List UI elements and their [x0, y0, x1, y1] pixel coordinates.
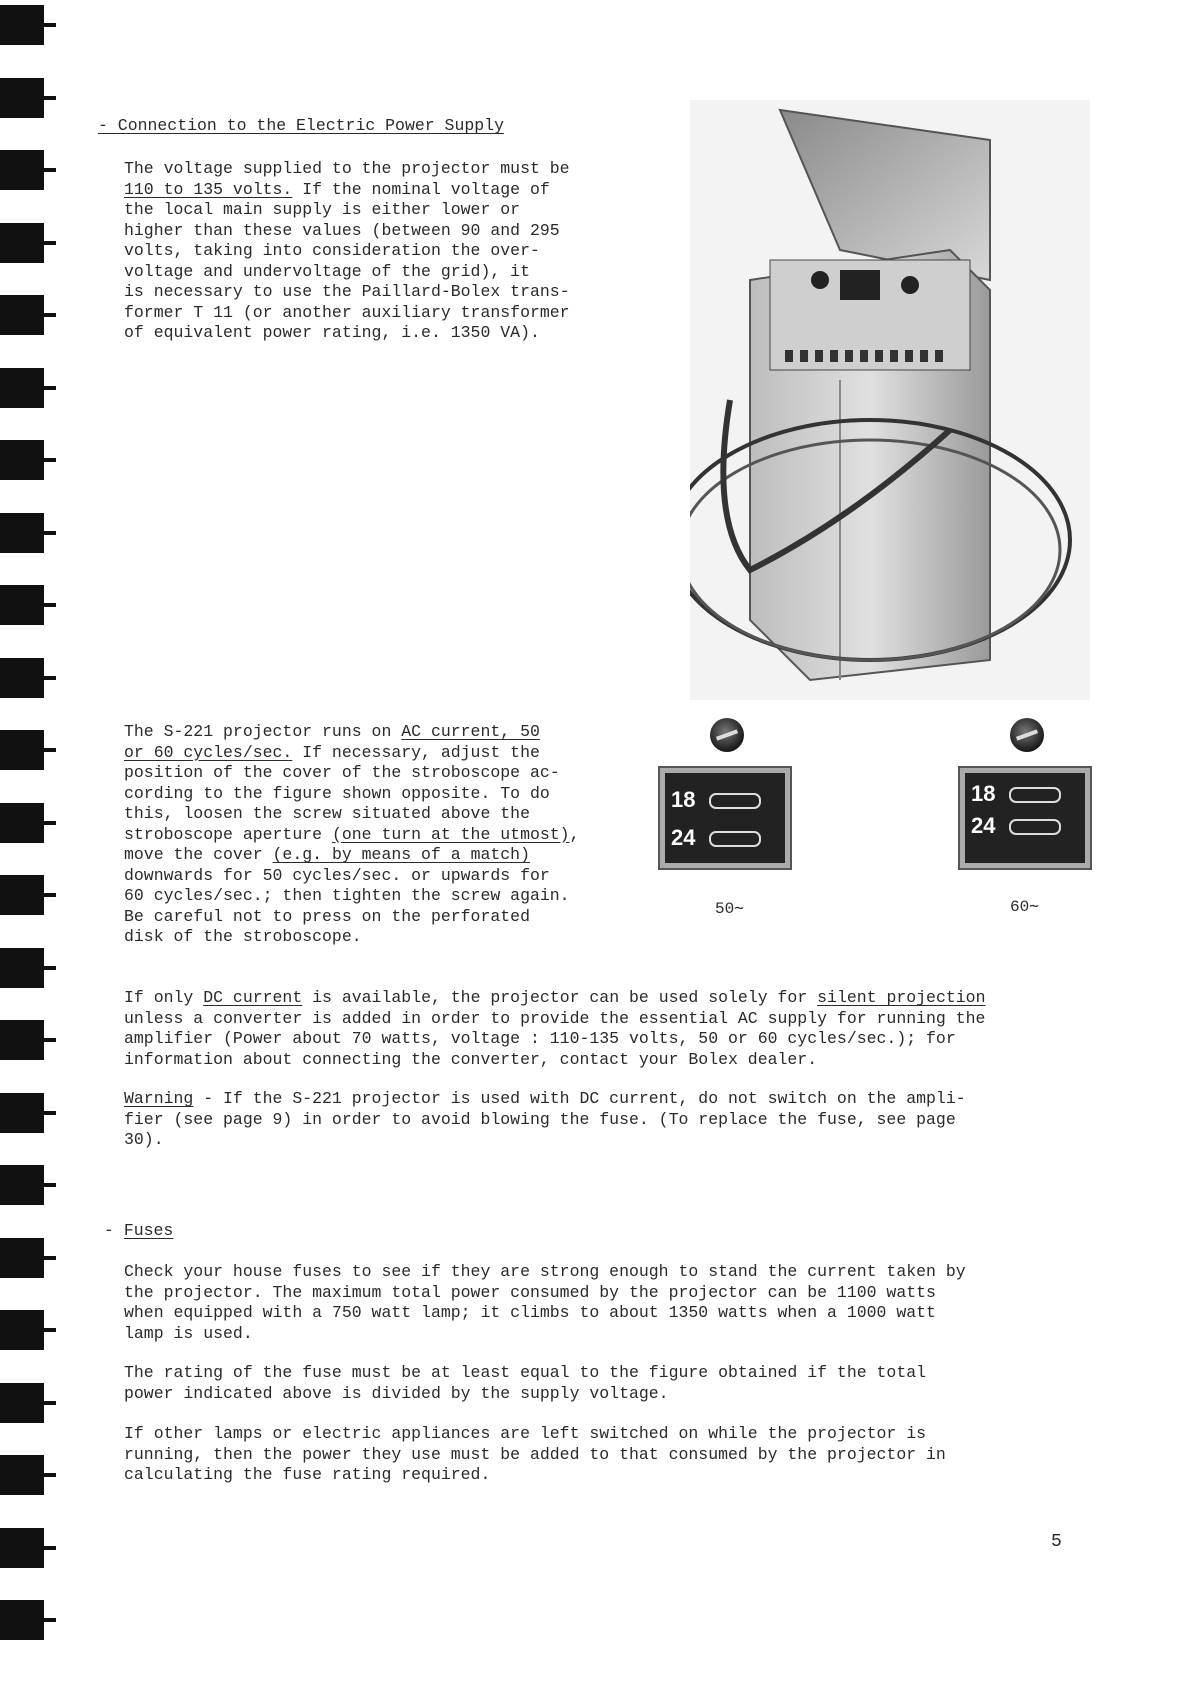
text-fragment: If necessary, adjust the [292, 742, 540, 762]
page-number: 5 [1051, 1532, 1062, 1552]
text-line: running, then the power they use must be added to that consumed by the projector in [124, 1444, 946, 1464]
text-line: information about connecting the converter, contact your Bolex dealer. [124, 1049, 818, 1069]
text-line: fier (see page 9) in order to avoid blowing the fuse. (To replace the fuse, see page [124, 1109, 956, 1129]
text-line: downwards for 50 cycles/sec. or upwards for [124, 865, 550, 885]
screw-icon [710, 718, 744, 752]
binding-tab [0, 730, 44, 770]
binding-tab [0, 1528, 44, 1568]
text-line: is necessary to use the Paillard-Bolex trans- [124, 282, 570, 301]
binding-tab [0, 1310, 44, 1350]
dc-current-emphasis: DC current [203, 988, 303, 1007]
text-line: If other lamps or electric appliances are left switched on while the projector is [124, 1424, 927, 1443]
section-heading-power-supply: - Connection to the Electric Power Supply [98, 116, 504, 135]
text-line [124, 180, 550, 201]
dial-number-24: 24 [971, 813, 996, 838]
text-line: Be careful not to press on the perforated [124, 906, 530, 926]
binding-tab [0, 1455, 44, 1495]
text-line [124, 743, 540, 764]
stroboscope-cover [960, 768, 1090, 868]
one-turn-emphasis: (one turn at the utmost) [331, 824, 570, 844]
voltage-range-emphasis: 110 to 135 volts. [124, 179, 293, 199]
text-line: The voltage supplied to the projector must be [124, 159, 570, 178]
aperture-slot [709, 793, 761, 809]
cycles-emphasis: or 60 cycles/sec. [124, 742, 293, 762]
stroboscope-dial-60hz [960, 718, 1100, 868]
binding-tab [0, 1165, 44, 1205]
text-line: calculating the fuse rating required. [124, 1465, 491, 1484]
text-line: The rating of the fuse must be at least equal to the figure obtained if the total [124, 1363, 927, 1382]
binding-tab [0, 585, 44, 625]
binding-tab [0, 1383, 44, 1423]
text-fragment: move the cover [124, 845, 273, 864]
text-line: this, loosen the screw situated above the [124, 804, 530, 823]
binding-tab [0, 1093, 44, 1133]
text-line: former T 11 (or another auxiliary transformer [124, 302, 570, 322]
text-line: higher than these values (between 90 and 295 [124, 220, 560, 240]
text-line: of equivalent power rating, i.e. 1350 VA). [124, 323, 540, 342]
binding-tab [0, 1238, 44, 1278]
text-fragment: is available, the projector can be used solely for [302, 988, 818, 1007]
stroboscope-cover [660, 768, 790, 868]
text-line: Check your house fuses to see if they are strong enough to stand the current taken by [124, 1262, 966, 1281]
binding-tab [0, 440, 44, 480]
text-line [124, 845, 530, 866]
binding-tab [0, 295, 44, 335]
text-line: lamp is used. [124, 1323, 253, 1343]
binding-tab [0, 948, 44, 988]
ac-current-emphasis: AC current, 50 [401, 722, 540, 741]
text-fragment: - [104, 1221, 124, 1240]
binding-tab [0, 5, 44, 45]
dial-number-24: 24 [671, 825, 696, 850]
binding-tab [0, 658, 44, 698]
text-fragment: , [569, 824, 580, 844]
text-line: position of the cover of the stroboscope ac- [124, 763, 560, 782]
binding-tab [0, 875, 44, 915]
text-line: voltage and undervoltage of the grid), it [124, 261, 530, 281]
binding-tab [0, 1600, 44, 1640]
text-line: 30). [124, 1130, 164, 1149]
aperture-slot [1009, 787, 1061, 803]
text-line: the projector. The maximum total power consumed by the projector can be 1100 watts [124, 1282, 936, 1302]
silent-projection-emphasis: silent projection [817, 988, 986, 1007]
binding-tab [0, 223, 44, 263]
text-fragment: - If the S-221 projector is used with DC current, do not switch on the ampli- [193, 1089, 966, 1108]
binding-tab [0, 513, 44, 553]
spiral-binding [0, 0, 60, 1683]
section-heading-fuses [104, 1221, 173, 1242]
text-line: when equipped with a 750 watt lamp; it climbs to about 1350 watts when a 1000 watt [124, 1303, 936, 1322]
text-line: power indicated above is divided by the supply voltage. [124, 1383, 669, 1403]
stroboscope-dial-50hz [660, 718, 800, 868]
dial-number-18: 18 [971, 781, 996, 806]
dial-number-18: 18 [671, 787, 696, 812]
fuses-heading-label: Fuses [123, 1221, 174, 1240]
binding-tab [0, 150, 44, 190]
binding-tab [0, 78, 44, 118]
binding-tab [0, 1020, 44, 1060]
text-line: cording to the figure shown opposite. To do [124, 783, 550, 803]
transformer-photo [690, 100, 1090, 700]
caption-50-cycles: 50∼ [715, 900, 744, 918]
binding-tab [0, 368, 44, 408]
screw-icon [1010, 718, 1044, 752]
binding-tab [0, 803, 44, 843]
caption-60-cycles: 60∼ [1010, 898, 1039, 916]
text-line [124, 722, 540, 743]
text-fragment: If the nominal voltage of [292, 179, 550, 199]
match-emphasis: (e.g. by means of a match) [272, 845, 530, 864]
text-line: 60 cycles/sec.; then tighten the screw again. [124, 886, 570, 905]
text-line [124, 825, 579, 846]
text-line: amplifier (Power about 70 watts, voltage : 110-135 volts, 50 or 60 cycles/sec.); for [124, 1029, 956, 1048]
text-fragment: The S-221 projector runs on [124, 722, 402, 741]
text-line: the local main supply is either lower or [124, 200, 521, 219]
text-fragment: stroboscope aperture [124, 824, 332, 844]
text-line [124, 988, 985, 1009]
text-line: volts, taking into consideration the over- [124, 241, 540, 260]
aperture-slot [709, 831, 761, 847]
aperture-slot [1009, 819, 1061, 835]
text-line: disk of the stroboscope. [124, 927, 362, 946]
warning-label: Warning [124, 1089, 194, 1108]
text-line: unless a converter is added in order to provide the essential AC supply for running the [124, 1008, 986, 1028]
text-fragment: If only [124, 988, 204, 1007]
text-line [124, 1089, 966, 1110]
